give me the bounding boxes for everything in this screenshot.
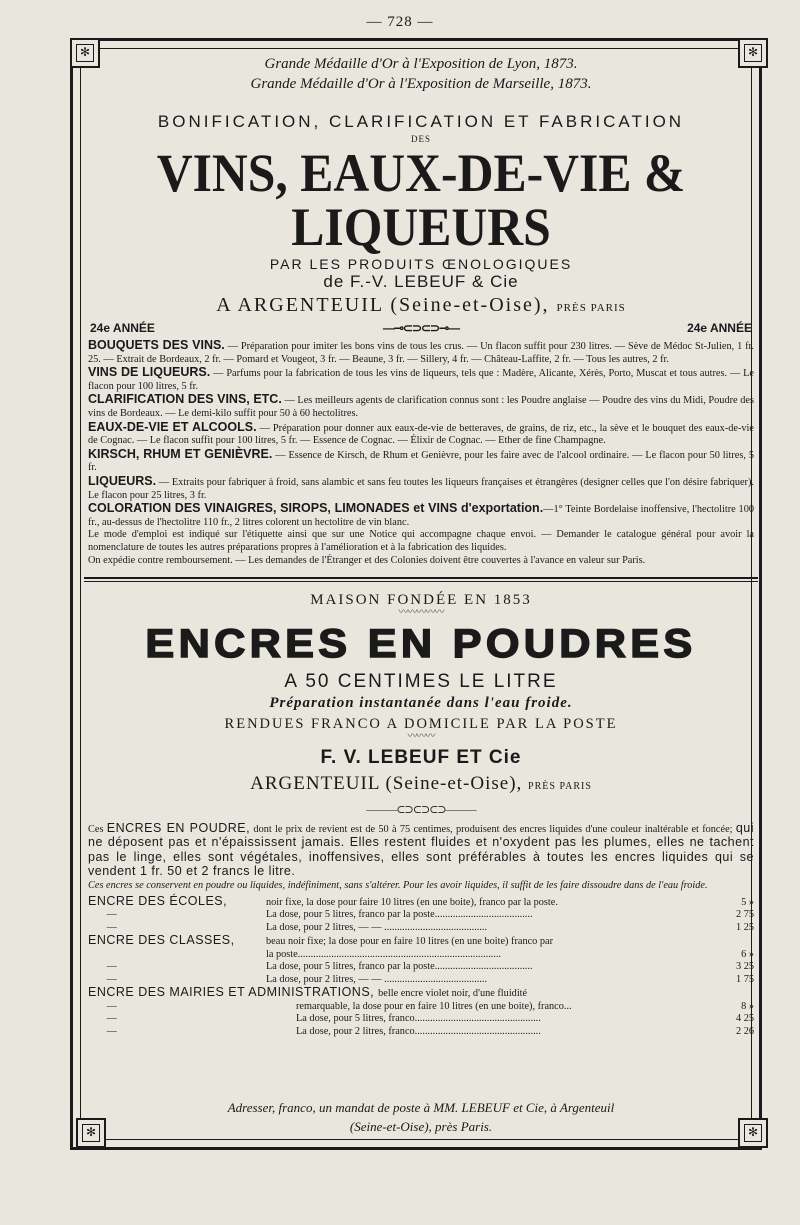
ornament-icon: ———⊂⊃⊂⊃⊂⊃——— [366,804,476,817]
price-row: ENCRE DES ÉCOLES, noir fixe, la dose pour faire 10 litres (en une boite), franco par la poste. 5 » [88,893,754,908]
products-list [88,339,754,567]
price-row: — La dose, pour 5 litres, franco................................................. 4 25 [106,1013,754,1025]
heading-des: DES [410,134,431,144]
wave-ornament-icon: 〰〰〰 [407,731,435,743]
footer-address: Adresser, franco, un mandat de poste à MM. LEBEUF et Cie, à Argenteuil (Seine-et-Oise), près Paris. [227,1100,615,1134]
heading-bonification: BONIFICATION, CLARIFICATION ET FABRICATION [157,112,685,131]
encres-company: F. V. LEBEUF ET Cie [320,747,522,769]
location-near: PRÈS PARIS [556,302,626,314]
product-entry: LIQUEURS. — Extraits pour fabriquer à froid, sans alambic et sans feu toutes les liqueurs françaises et étrangères (designer celles que l'on désire fabriquer). Le flacon pour 25 litres, 3 fr. [88,473,754,501]
encres-location: ARGENTEUIL (Seine-et-Oise), PRÈS PARIS [250,773,592,795]
year-row [88,321,754,335]
price-list [88,895,754,1039]
note: Le mode d'emploi est indiqué sur l'étiquette ainsi que sur une Notice qui accompagne chaque envoi. — Demander le catalogue général pour avoir la nomenclature de toutes les autres préparations propres à l'amélioration et à la fabrication des liquides. [88,529,754,553]
main-title: VINS, EAUX-DE-VIE & LIQUEURS [156,143,686,257]
advertisement [88,52,754,1038]
product-entry: COLORATION DES VINAIGRES, SIROPS, LIMONADES et VINS d'exportation.—1° Teinte Bordelaise inoffensive, l'hectolitre 100 fr., au-dessus de l'hectolitre 110 fr., 2 litres colorent un hectolitre de vin blanc. [88,501,754,528]
price-row: — remarquable, la dose pour en faire 10 litres (en une boite), franco... 8 » [106,1000,754,1012]
price-row: ENCRE DES MAIRIES ET ADMINISTRATIONS, belle encre violet noir, d'une fluidité [88,985,528,1000]
price-row: la poste............................................................................... 6 » [266,948,754,960]
page-number: — 728 — [366,14,434,30]
heading-par: PAR LES PRODUITS ŒNOLOGIQUES [269,256,573,272]
ornament-icon: —⊸⊂⊃⊂⊃⊸— [382,321,460,335]
price-row: — La dose, pour 5 litres, franco par la poste...................................... 2 75 [106,909,754,921]
product-entry: VINS DE LIQUEURS. — Parfums pour la fabrication de tous les vins de liqueurs, tels que : Madère, Alicante, Xérès, Porto, Muscat et tous autres. — Le flacon pour 100 litres, 5 fr. [88,365,755,392]
price-row: — La dose, pour 2 litres, — — ........................................ 1 75 [106,973,754,985]
medal-line: Grande Médaille d'Or à l'Exposition de Marseille, 1873. [250,76,592,92]
heading-company: de F.-V. LEBEUF & Cie [323,272,519,291]
medal-line: Grande Médaille d'Or à l'Exposition de Lyon, 1873. [264,56,578,72]
year-left: 24e ANNÉE [90,321,155,335]
corner-fleuron-icon: ✻ [738,38,768,68]
price-row: — La dose, pour 2 litres, franco................................................. 2 26 [106,1025,754,1037]
corner-fleuron-icon: ✻ [70,38,100,68]
price-row: ENCRE DES CLASSES, beau noir fixe; la dose pour en faire 10 litres (en une boite) franco par [88,933,554,948]
price-row: — La dose, pour 5 litres, franco par la poste...................................... 3 25 [106,961,754,973]
wave-ornament-icon: 〰〰〰〰〰 [398,607,444,619]
product-entry: BOUQUETS DES VINS. — Préparation pour imiter les bons vins de tous les crus. — Un flacon suffit pour 230 litres. — Sève de Médoc St-Julien, 1 fr. 25. — Extrait de Bordeaux, 2 fr. — Pomard et Vougeot, 3 fr. — Beaune, 3 fr. — Sillery, 4 fr. — Château-Laffite, 2 fr. — Tous les autres, 2 fr. [88,338,754,365]
product-entry: KIRSCH, RHUM ET GENIÈVRE. — Essence de Kirsch, de Rhum et Genièvre, pour les faire avec de l'alcool ordinaire. — Le flacon pour 50 litres, 5 fr. [88,446,754,474]
year-right: 24e ANNÉE [687,321,752,335]
note: On expédie contre remboursement. — Les demandes de l'Étranger et des Colonies doivent être couvertes à l'avance en valeur sur Paris. [88,554,646,566]
section-divider [84,577,758,582]
heading-location [88,294,754,317]
encres-price: A 50 CENTIMES LE LITRE [284,671,558,693]
product-entry: EAUX-DE-VIE ET ALCOOLS. — Préparation pour donner aux eaux-de-vie de betteraves, de grains, de riz, etc., la sève et le bouquet des eaux-de-vie de Cognac. — Le flacon suffit pour 100 litres, 5 fr. — Essence de Cognac. — Élixir de Cognac. — Ether de fine Champagne. [88,419,754,447]
maison-fondee: MAISON FONDÉE EN 1853 [310,592,532,609]
corner-fleuron-icon: ✻ [76,1118,106,1148]
product-entry: CLARIFICATION DES VINS, ETC. — Les meilleurs agents de clarification connus sont : les Poudre anglaise — Poudre des vins du Midi, Poudre des vins de Bordeaux. — Le demi-kilo suffit pour 50 à 60 hectolitres. [88,392,754,419]
location-text: A ARGENTEUIL (Seine-et-Oise), [216,294,550,316]
encres-description: Ces ENCRES EN POUDRE, dont le prix de revient est de 50 à 75 centimes, produisent des encres liquides d'une couleur inaltérable et foncée; qui ne déposent pas et n'épaississent jamais. Elles restent fluides et n'oxydent pas les plumes, elles ne tachent pas le linge, elles sont végétales, inoffensives, elles sont préférables à toutes les encres liquides qui se vendent 1 fr. 50 et 2 francs le litre. Ces encres se conservent en poudre ou liquides, indéfiniment, sans s'altérer. Pour les avoir liquides, il suffit de les faire dissoudre dans de l'eau froide. [88,821,755,892]
encres-delivery: RENDUES FRANCO A DOMICILE PAR LA POSTE [224,716,618,733]
encres-title: ENCRES EN POUDRES [145,622,697,667]
price-row: — La dose, pour 2 litres, — — ........................................ 1 25 [106,921,754,933]
encres-preparation: Préparation instantanée dans l'eau froide. [269,695,573,712]
corner-fleuron-icon: ✻ [738,1118,768,1148]
